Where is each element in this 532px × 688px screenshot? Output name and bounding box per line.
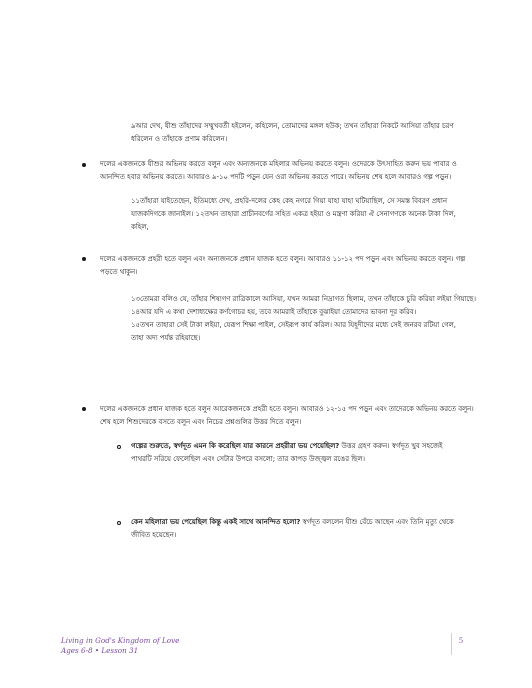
instruction-line: শেষ হলে শিশুদেরকে বসতে বলুন এবং নিচের প্রশ্নগুলির উত্তর দিতে বলুন। — [100, 418, 302, 426]
question-line — [131, 442, 443, 451]
circle-bullet-icon — [117, 521, 121, 525]
instruction-line: পড়তে থাকুন। — [100, 268, 138, 276]
bullet-icon — [82, 163, 86, 167]
scripture-line: ৯আর দেখ, যীশু তাঁহাদের সম্মুখবর্তী হইলেন, কহিলেন, তোমাদের মঙ্গল হউক; তখন তাঁহারা নিকটে আসিয়া তাঁহার চরণ — [131, 122, 454, 130]
scripture-line: ধরিলেন ও তাঁহাকে প্রণাম করিলেন। — [131, 135, 228, 143]
bullet-icon — [82, 407, 86, 411]
scripture-line: কহিল, — [131, 223, 149, 231]
answer-text: স্বর্গদূত বললেন যীশু বেঁচে আছেন এবং তিনি মৃত্যু থেকে — [300, 518, 454, 526]
question-line — [131, 518, 454, 527]
question-text: গল্পের শুরুতে, স্বর্গদূত এমন কি করেছিল যার কারনে প্রহরীরা ভয় পেয়েছিল? — [131, 442, 340, 450]
answer-line: পাথরটি সরিয়ে ফেলেছিল এবং সেটার উপরে বসলো; তার কাপড় উজ্জ্বল রঙের ছিল। — [131, 455, 365, 463]
circle-bullet-icon — [117, 445, 121, 449]
footer-subtitle: Ages 6-8 • Lesson 31 — [61, 646, 139, 655]
page-number: 5 — [459, 636, 463, 645]
bullet-icon — [82, 257, 86, 261]
answer-text: উত্তর গ্রহণ করুন। স্বর্গদূত খুব সহজেই — [339, 442, 443, 450]
scripture-line: ১৪আর যদি এ কথা দেশাধ্যক্ষের কর্ণগোচর হয়, তবে আমরাই তাঁহাকে বুঝাইয়া তোমাদের ভাবনা দূর করিব। — [131, 308, 417, 316]
scripture-line: তাহা অদ্য পর্যন্ত রহিয়াছে। — [131, 334, 201, 342]
scripture-line: ১৩তোমরা বলিও যে, তাঁহার শিষ্যগণ রাত্রিকালে আসিয়া, যখন আমরা নিদ্রাগত ছিলাম, তখন তাঁহাকে চুরি করিয়া লইয়া গিয়াছে। — [131, 295, 476, 303]
scripture-line: ১৫তখন তাহারা সেই টাকা লইয়া, যেরূপ শিক্ষা পাইল, সেইরূপ কার্য করিল। আর যিহূদীদের মধ্যে সেই জনরব রটিয়া গেল, — [131, 321, 456, 329]
instruction-line: দলের একজনকে প্রহরী হতে বলুন এবং অন্যজনকে প্রধান যাজক হতে বলুন। আবারও ১১-১২ পদ পড়ুন এবং অভিনয় করতে বলুন। গল্প — [100, 255, 466, 263]
instruction-line: দলের একজনকে প্রধান যাজক হতে বলুন আরেকজনকে প্রহরী হতে বলুন। আবারও ১২-১৫ পদ পড়ুন এবং তাদেরকে অভিনয় করতে বলুন। — [100, 405, 474, 413]
footer-title: Living in God's Kingdom of Love — [61, 636, 180, 645]
question-text: কেন মহিলারা ভয় পেয়েছিল কিন্তু একই সাথে আনন্দিত হলো? — [131, 518, 301, 526]
scripture-line: ১১তাঁহারা যাইতেছেন, ইতিমধ্যে দেখ, প্রহরি-দলের কেহ কেহ নগরে গিয়া যাহা যাহা ঘটিয়াছিল, সে সমস্ত বিবরণ প্রধান — [131, 197, 448, 205]
instruction-line: দলের একজনকে যীশুর অভিনয় করতে বলুন এবং অন্যজনকে মহিলার অভিনয় করতে বলুন। ওদেরকে উৎসাহিত করুন ভয় পাবার ও — [100, 160, 457, 168]
scripture-line: যাজকদিগকে জানাইল। ১২তখন তাহারা প্রাচীনবর্গের সহিত একত্র হইয়া ও মন্ত্রণা করিয়া ঐ সেনাগণকে অনেক টাকা দিল, — [131, 210, 456, 218]
answer-line: জীবিত হয়েছেন। — [131, 531, 177, 539]
footer-divider — [451, 633, 452, 655]
instruction-line: আনন্দিত হবার অভিনয় করতে। আবারও ৯-১০ পদটি পড়ুন যেন ওরা অভিনয় করতে পারে। অভিনয় শেষ হলে আবারও গল্প পড়ুন। — [100, 173, 452, 181]
